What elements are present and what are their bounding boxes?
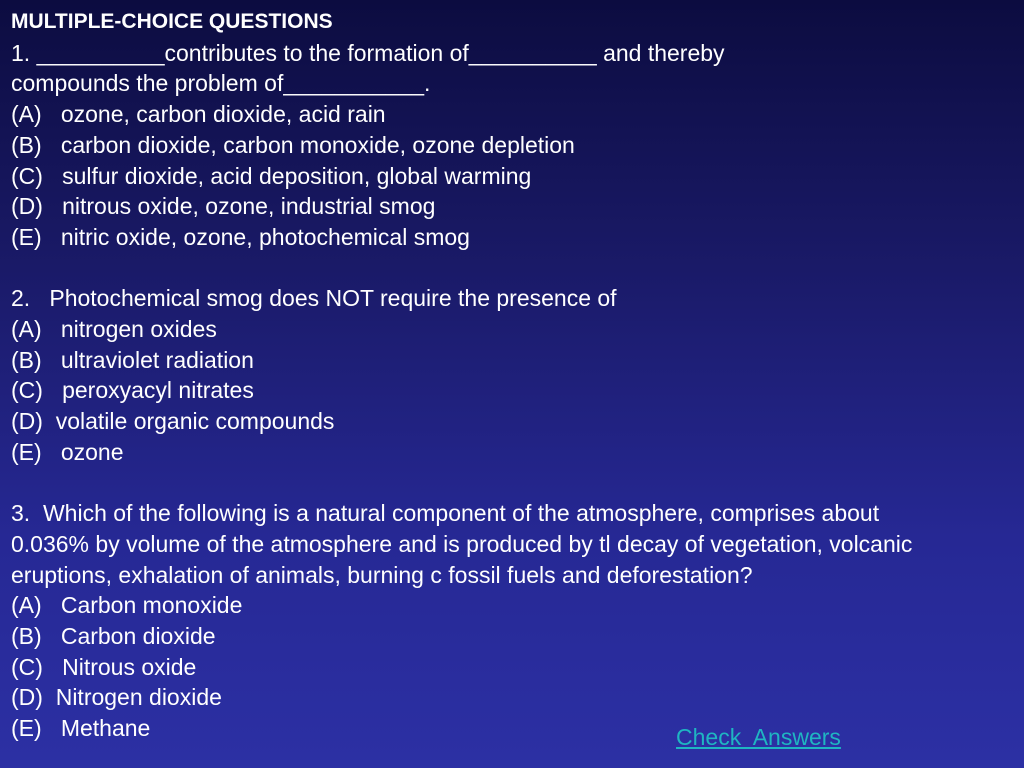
question-3-text-line-3: eruptions, exhalation of animals, burning c fossil fuels and deforestation? [11, 561, 753, 588]
question-2-option-b: (B) ultraviolet radiation [11, 346, 254, 373]
question-1-option-b: (B) carbon dioxide, carbon monoxide, ozone depletion [11, 131, 575, 158]
question-3-text-line-2: 0.036% by volume of the atmosphere and is produced by tl decay of vegetation, volcanic [11, 530, 913, 557]
question-1-text-line-2: compounds the problem of___________. [11, 70, 431, 97]
question-1-option-d: (D) nitrous oxide, ozone, industrial smog [11, 193, 436, 220]
question-3-option-e: (E) Methane [11, 715, 151, 742]
question-1-option-c: (C) sulfur dioxide, acid deposition, global warming [11, 162, 532, 189]
question-3-option-b: (B) Carbon dioxide [11, 623, 216, 650]
question-1 [11, 38, 1016, 253]
question-1-option-e: (E) nitric oxide, ozone, photochemical smog [11, 223, 470, 250]
question-3-option-d: (D) Nitrogen dioxide [11, 684, 222, 711]
question-2 [11, 283, 1016, 467]
question-2-option-a: (A) nitrogen oxides [11, 316, 217, 343]
question-2-text: 2. Photochemical smog does NOT require the presence of [11, 285, 617, 312]
slide-content [11, 7, 1016, 744]
question-3-option-a: (A) Carbon monoxide [11, 592, 243, 619]
question-3-text-line-1: 3. Which of the following is a natural component of the atmosphere, comprises about [11, 500, 880, 527]
question-1-text-line-1: 1. __________contributes to the formation of__________ and thereby [11, 39, 725, 66]
question-3 [11, 498, 1016, 744]
question-1-option-a: (A) ozone, carbon dioxide, acid rain [11, 101, 386, 128]
question-2-option-d: (D) volatile organic compounds [11, 408, 335, 435]
question-2-option-e: (E) ozone [11, 438, 124, 465]
spacer [11, 253, 1016, 284]
check-answers-link[interactable]: Check Answers [676, 724, 841, 750]
question-2-option-c: (C) peroxyacyl nitrates [11, 377, 254, 404]
question-3-option-c: (C) Nitrous oxide [11, 653, 197, 680]
slide-title: MULTIPLE-CHOICE QUESTIONS [11, 10, 333, 33]
spacer [11, 468, 1016, 499]
